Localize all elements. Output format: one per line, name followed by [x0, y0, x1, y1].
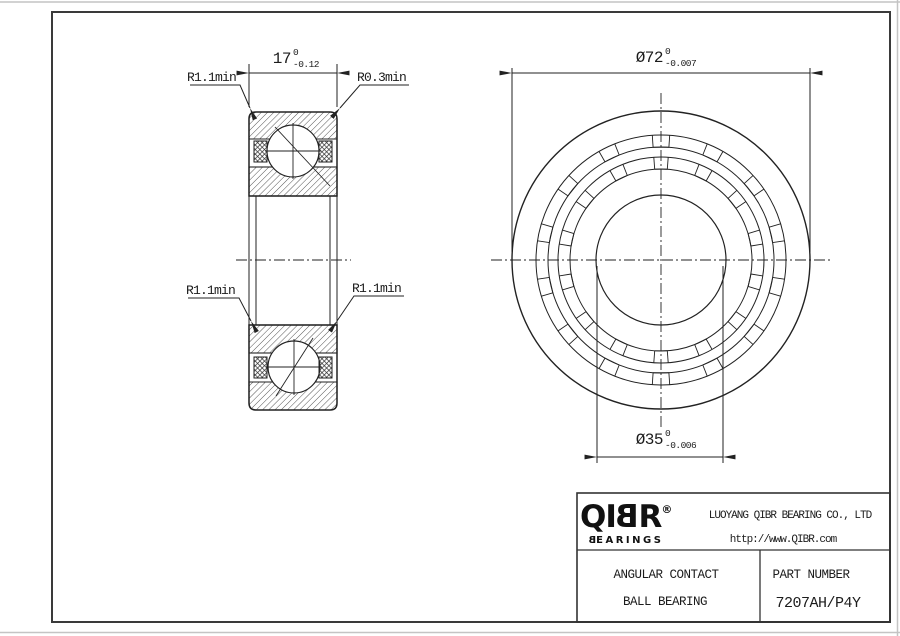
leader-mid-right: [337, 296, 404, 321]
leader-mid-left: [188, 298, 251, 321]
radius-label-mid-left: R1.1min: [186, 283, 236, 298]
width-dim-value: 17: [272, 50, 291, 68]
width-dim-tol-upper: 0: [293, 47, 299, 58]
part-number-value: 7207AH/P4Y: [775, 595, 861, 612]
width-dim-tol-lower: -0.12: [293, 59, 320, 70]
company-website: http://www.QIBR.com: [729, 534, 837, 546]
qibr-logo: QIBR®: [580, 499, 673, 535]
leader-top-right: [340, 85, 409, 108]
qibr-logo-subtitle: BEARINGS: [586, 535, 664, 546]
od-dim-tol-upper: 0: [665, 46, 671, 57]
radius-label-top-right: R0.3min: [357, 70, 407, 85]
bearing-section-top: [249, 112, 337, 196]
front-view: [491, 68, 831, 463]
radius-label-mid-right: R1.1min: [352, 281, 402, 296]
cage-section-top-right: [319, 141, 332, 162]
bearing-section-bottom: [249, 325, 337, 410]
bore-dim-tol-lower: -0.006: [665, 440, 697, 451]
product-name-line2: BALL BEARING: [622, 595, 708, 609]
bore-lines: [249, 196, 337, 325]
drawing-border: [52, 12, 890, 622]
part-number-label: PART NUMBER: [772, 568, 850, 582]
bore-dim-tol-upper: 0: [665, 428, 671, 439]
company-name: LUOYANG QIBR BEARING CO., LTD: [708, 510, 872, 522]
section-view: [188, 64, 409, 410]
bore-dim-value: Ø35: [635, 431, 663, 449]
registered-trademark-symbol: ®: [661, 503, 673, 516]
radius-label-top-left: R1.1min: [187, 70, 237, 85]
width-dimension: [249, 64, 337, 107]
od-dim-value: Ø72: [635, 49, 663, 67]
product-name-line1: ANGULAR CONTACT: [613, 568, 719, 582]
cage-section-top-left: [254, 141, 267, 162]
cage-section-bottom-left: [254, 357, 267, 378]
front-view-centerlines: [491, 93, 831, 430]
leader-top-left: [190, 85, 250, 108]
od-dim-tol-lower: -0.007: [665, 58, 697, 69]
cage-section-bottom-right: [319, 357, 332, 378]
